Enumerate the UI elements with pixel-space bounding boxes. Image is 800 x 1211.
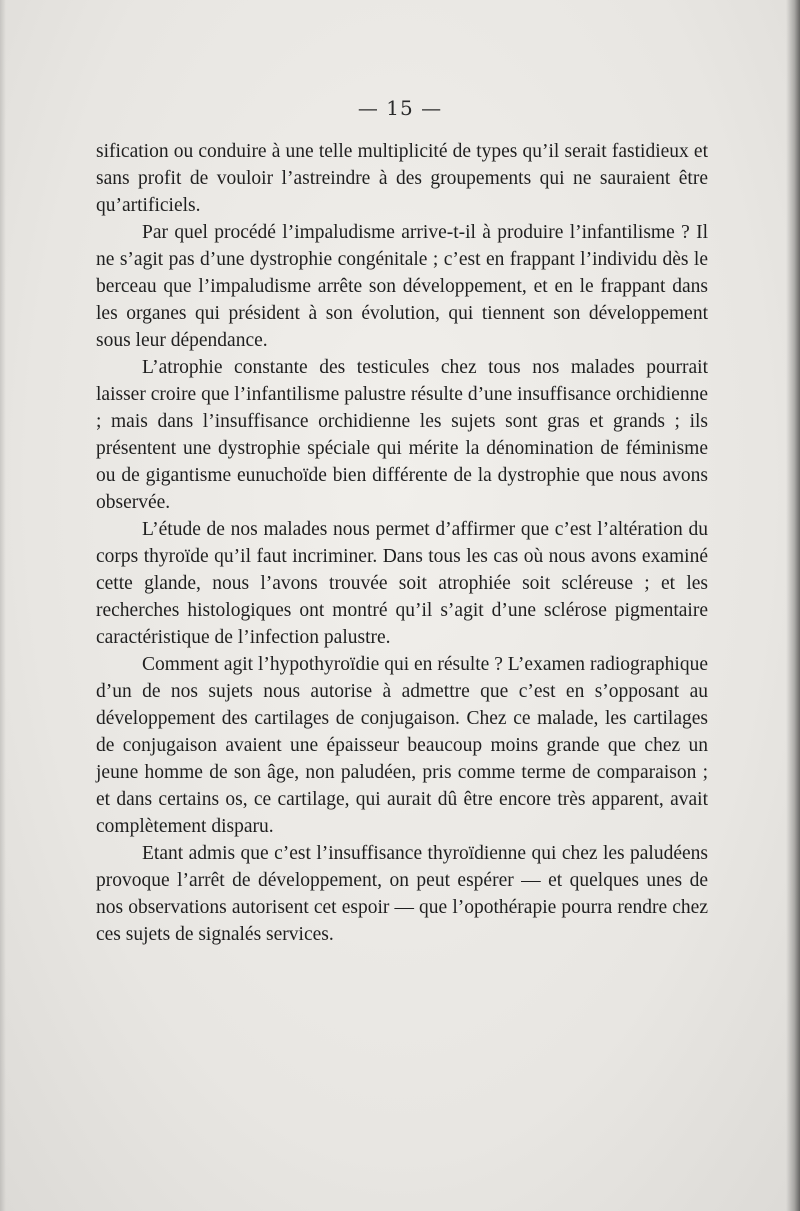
paragraph-4: L’étude de nos malades nous permet d’affirmer que c’est l’altération du corps thyroïde qu’il faut incriminer. Dans tous les cas où nous avons examiné cette glande, nous l’avons trouvée soit atrophiée soit scléreuse ; et les recherches histologiques ont montré qu’il s’agit d’une sclérose pigmentaire caractéristique de l’infection palustre. (96, 519, 708, 648)
paragraph-1: sification ou conduire à une telle multiplicité de types qu’il serait fastidieux et sans profit de vouloir l’astreindre à des groupements qui ne sauraient être qu’artificiels. (96, 141, 708, 216)
paragraph-3: L’atrophie constante des testicules chez tous nos malades pourrait laisser croire que l’infantilisme palustre résulte d’une insuffisance orchidienne ; mais dans l’insuffisance orchidienne les sujets sont gras et grands ; ils présentent une dystrophie spéciale qui mérite la dénomination de féminisme ou de gigantisme eunuchoïde bien différente de la dystrophie que nous avons observée. (96, 357, 708, 513)
body-text (96, 138, 708, 948)
left-page-edge (0, 0, 6, 1211)
paragraph-2: Par quel procédé l’impaludisme arrive-t-il à produire l’infantilisme ? Il ne s’agit pas d’une dystrophie congénitale ; c’est en frappant l’individu dès le berceau que l’impaludisme arrête son développement, et en le frappant dans les organes qui président à son évolution, qui tiennent son développement sous leur dépendance. (96, 222, 708, 351)
paragraph-6: Etant admis que c’est l’insuffisance thyroïdienne qui chez les paludéens provoque l’arrêt de développement, on peut espérer — et quelques unes de nos observations autorisent cet espoir — que l’opothérapie pourra rendre chez ces sujets de signalés services. (96, 843, 708, 945)
paragraph-5: Comment agit l’hypothyroïdie qui en résulte ? L’examen radiographique d’un de nos sujets nous autorise à admettre que c’est en s’opposant au développement des cartilages de conjugaison. Chez ce malade, les cartilages de conjugaison avaient une épaisseur beaucoup moins grande que chez un jeune homme de son âge, non paludéen, pris comme terme de comparaison ; et dans certains os, ce cartilage, qui aurait dû être encore très apparent, avait complètement disparu. (96, 654, 708, 837)
page-number: — 15 — (357, 96, 443, 120)
right-page-edge-shadow (786, 0, 800, 1211)
